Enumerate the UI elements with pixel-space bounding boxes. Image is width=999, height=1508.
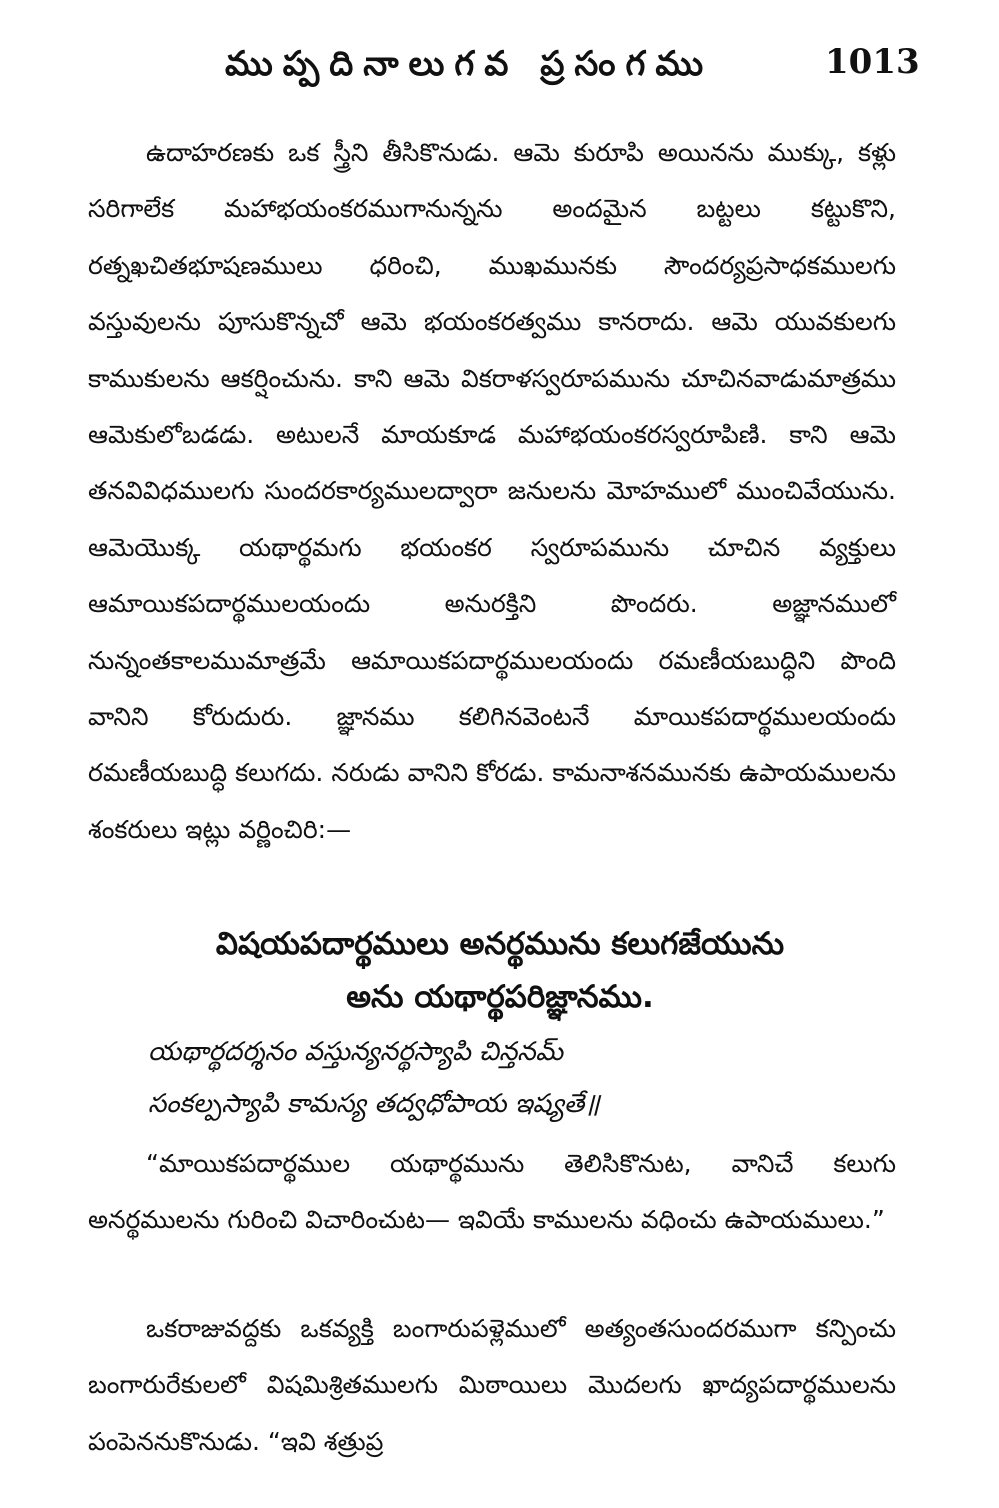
sanskrit-verse-line-1: యథార్థదర్శనం వస్తున్యనర్థస్యాపి చిన్తనమ్: [148, 1037, 563, 1067]
page-header: [0, 38, 999, 98]
paragraph-3: ఒకరాజువద్దకు ఒకవ్యక్తి బంగారుపళ్లెములో అత్యంతసుందరముగా కన్పించు బంగారురేకులలో విషమిశ్రితములగు మిఠాయిలు మొదలగు ఖాద్యపదార్థములను పంపెననుకొనుడు. “ఇవి శత్రుప్ర: [88, 1314, 896, 1456]
section-heading-line-1: విషయపదార్థములు అనర్థమును కలుగజేయును: [215, 926, 785, 962]
sanskrit-verse-line-2: సంకల్పస్యాపి కామస్య తద్వధోపాయ ఇష్యతే॥: [148, 1089, 600, 1119]
page-number: 1013: [825, 42, 920, 82]
section-heading-line-2: అను యథార్థపరిజ్ఞానము.: [346, 979, 654, 1015]
paragraph-1: ఉదాహరణకు ఒక స్త్రీని తీసికొనుడు. ఆమె కురూపి అయినను ముక్కు, కళ్లు సరిగాలేక మహాభయంకరముగానున్నను అందమైన బట్టలు కట్టుకొని, రత్నఖచితభూషణములు ధరించి, ముఖమునకు సౌందర్యప్రసాధకములగు వస్తువులను పూసుకొన్నచో ఆమె భయంకరత్వము కానరాదు. ఆమె యువకులగు కాముకులను ఆకర్షించును. కాని ఆమె వికరాళస్వరూపమును చూచినవాడుమాత్రము ఆమెకులోబడడు. అటులనే మాయకూడ మహాభయంకరస్వరూపిణి. కాని ఆమె తనవివిధములగు సుందరకార్యములద్వారా జనులను మోహములో ముంచివేయును. ఆమెయొక్క యథార్థమగు భయంకర స్వరూపమును చూచిన వ్యక్తులు ఆమాయికపదార్థములయందు అనురక్తిని పొందరు. అజ్ఞానములో నున్నంతకాలముమాత్రమే ఆమాయికపదార్థములయందు రమణీయబుద్ధిని పొంది వానిని కోరుదురు. జ్ఞానము కలిగినవెంటనే మాయికపదార్థములయందు రమణీయబుద్ధి కలుగదు. నరుడు వానిని కోరడు. కామనాశనమునకు ఉపాయములను శంకరులు ఇట్లు వర్ణించిరి:—: [88, 138, 896, 844]
running-title: ముప్పదినాలుగవ ప్రసంగము: [225, 44, 714, 84]
paragraph-2: “మాయికపదార్థముల యథార్థమును తెలిసికొనుట, వానిచే కలుగు అనర్థములను గురించి విచారించుట— ఇవియే కాములను వధించు ఉపాయములు.”: [88, 1149, 896, 1235]
